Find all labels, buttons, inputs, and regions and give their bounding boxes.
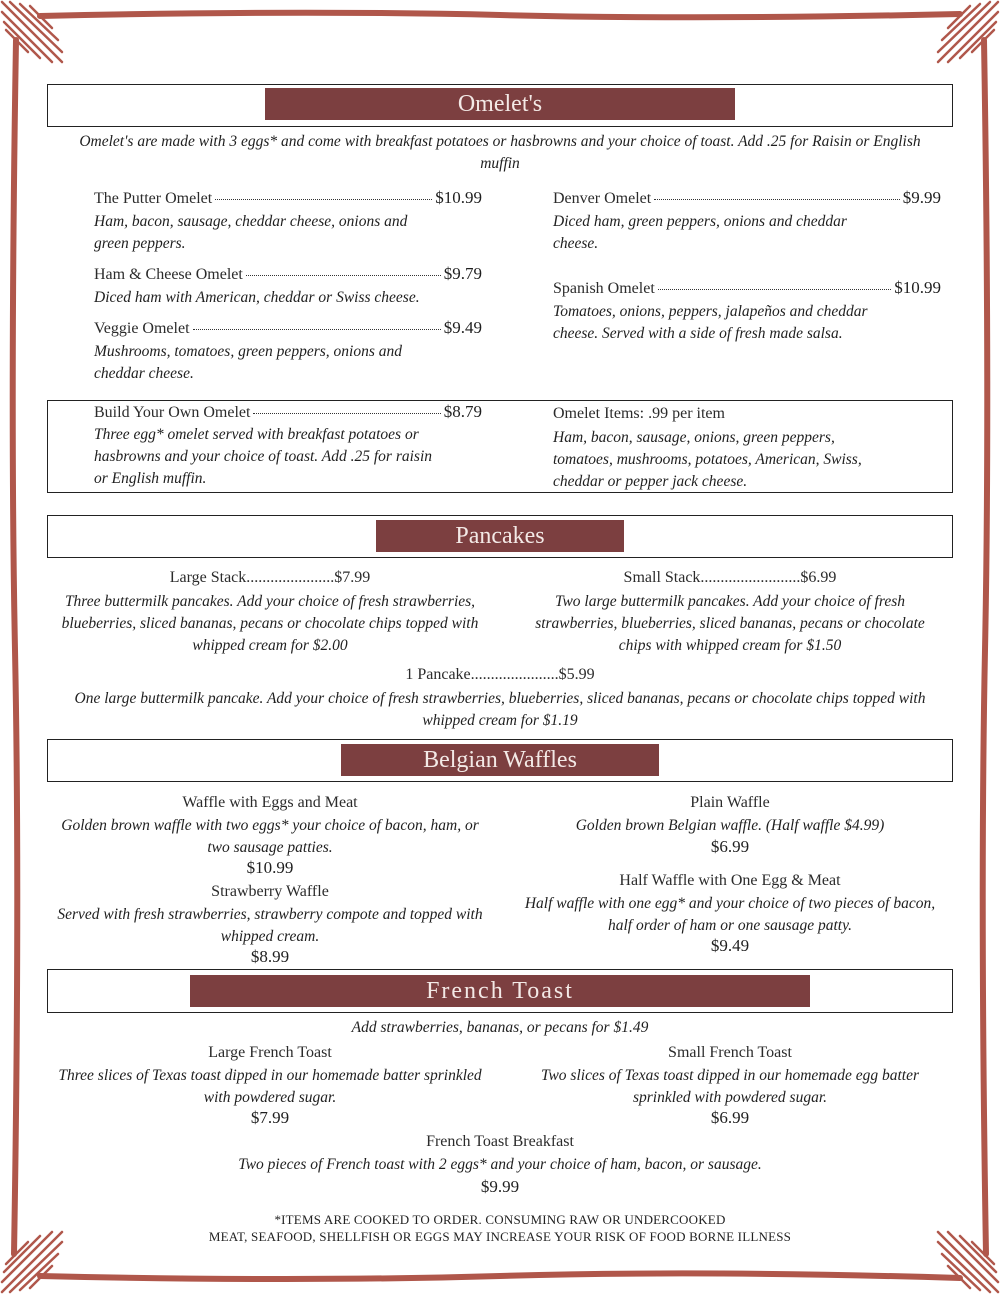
food-safety-notice-line-1: *ITEMS ARE COOKED TO ORDER. CONSUMING RAW OR UNDERCOOKED: [274, 1212, 726, 1227]
item-name: Build Your Own Omelet: [94, 404, 251, 421]
waffle-plain-description: Golden brown Belgian waffle. (Half waffle $4.99): [575, 817, 885, 834]
corner-ornament-top-left: [2, 2, 62, 62]
waffles-banner: [341, 744, 659, 776]
french-toast-large-description: Three slices of Texas toast dipped in our homemade batter sprinkled with powdered sugar.: [58, 1067, 482, 1106]
item-name: Spanish Omelet: [553, 280, 655, 297]
french-toast-intro: Add strawberries, bananas, or pecans for $1.49: [351, 1019, 649, 1036]
pancake-large-stack-description: Three buttermilk pancakes. Add your choice of fresh strawberries, blueberries, sliced bananas, pecans or chocolate chips topped with whipped cream for $2.00: [61, 593, 479, 654]
menu-item-putter-omelet: [94, 188, 482, 208]
waffles-title: Belgian Waffles: [423, 747, 577, 773]
menu-item-ham-cheese-omelet: [94, 264, 482, 284]
waffle-half-price: $9.49: [710, 936, 750, 955]
waffle-half-description: Half waffle with one egg* and your choice of two pieces of bacon, half order of ham or one sausage patty.: [524, 895, 936, 934]
waffle-eggs-meat-description: Golden brown waffle with two eggs* your choice of bacon, ham, or two sausage patties.: [61, 817, 479, 856]
french-toast-banner: [190, 975, 810, 1007]
food-safety-notice-line-2: MEAT, SEAFOOD, SHELLFISH OR EGGS MAY INCREASE YOUR RISK OF FOOD BORNE ILLNESS: [208, 1229, 792, 1244]
waffle-plain-price: $6.99: [710, 837, 750, 856]
french-toast-large-price: $7.99: [250, 1108, 290, 1127]
pancakes-title: Pancakes: [455, 523, 545, 549]
item-price: $8.79: [443, 402, 482, 421]
french-toast-breakfast-description: Two pieces of French toast with 2 eggs* and your choice of ham, bacon, or sausage.: [238, 1156, 762, 1173]
french-toast-small-price: $6.99: [710, 1108, 750, 1127]
item-description: Three egg* omelet served with breakfast potatoes or hasbrowns and your choice of toast. Add .25 for raisin or English muffin.: [94, 426, 432, 487]
omelet-items-description: Ham, bacon, sausage, onions, green peppers, tomatoes, mushrooms, potatoes, American, Swiss, cheddar or pepper jack cheese.: [553, 429, 862, 490]
waffle-strawberry-price: $8.99: [250, 947, 290, 966]
item-name: Ham & Cheese Omelet: [94, 266, 243, 283]
item-name: The Putter Omelet: [94, 190, 213, 207]
waffle-eggs-meat-name: Waffle with Eggs and Meat: [182, 794, 358, 811]
item-description: Diced ham, green peppers, onions and cheddar cheese.: [553, 213, 847, 252]
corner-ornament-bottom-left: [2, 1232, 62, 1292]
pancake-single-heading: 1 Pancake......................$5.99: [405, 666, 595, 683]
item-name: Veggie Omelet: [94, 320, 190, 337]
item-description: Diced ham with American, cheddar or Swiss cheese.: [94, 289, 420, 306]
french-toast-small-name: Small French Toast: [668, 1044, 792, 1061]
omelets-banner: [265, 88, 735, 120]
menu-item-build-your-own-omelet: [94, 402, 482, 422]
omelets-intro: Omelet's are made with 3 eggs* and come with breakfast potatoes or hasbrowns and your choice of toast. Add .25 for Raisin or English muffin: [79, 133, 921, 172]
pancake-large-stack-heading: Large Stack......................$7.99: [169, 569, 371, 586]
item-price: $10.99: [894, 278, 941, 297]
pancake-single-description: One large buttermilk pancake. Add your choice of fresh strawberries, blueberries, sliced bananas, pecans or chocolate chips topped with whipped cream for $1.19: [74, 690, 926, 729]
item-description: Tomatoes, onions, peppers, jalapeños and cheddar cheese. Served with a side of fresh made salsa.: [553, 303, 868, 342]
item-description: Ham, bacon, sausage, cheddar cheese, onions and green peppers.: [94, 213, 408, 252]
menu-item-veggie-omelet: [94, 318, 482, 338]
waffle-strawberry-name: Strawberry Waffle: [211, 883, 329, 900]
corner-ornament-top-right: [938, 2, 998, 62]
item-price: $9.49: [443, 318, 482, 337]
french-toast-small-description: Two slices of Texas toast dipped in our homemade egg batter sprinkled with powdered sugar.: [540, 1067, 919, 1106]
item-price: $9.79: [443, 264, 482, 283]
item-price: $9.99: [902, 188, 941, 207]
omelets-title: Omelet's: [457, 91, 543, 117]
corner-ornament-bottom-right: [938, 1232, 998, 1292]
menu-item-spanish-omelet: [553, 278, 941, 298]
french-toast-breakfast-name: French Toast Breakfast: [426, 1133, 574, 1150]
french-toast-breakfast-price: $9.99: [480, 1177, 520, 1196]
item-price: $10.99: [435, 188, 482, 207]
item-name: Denver Omelet: [553, 190, 652, 207]
waffle-plain-name: Plain Waffle: [690, 794, 770, 811]
pancake-small-stack-heading: Small Stack.........................$6.99: [623, 569, 837, 586]
menu-item-denver-omelet: [553, 188, 941, 208]
waffle-eggs-meat-price: $10.99: [246, 858, 294, 877]
omelet-items-heading: Omelet Items: .99 per item: [553, 405, 725, 422]
item-description: Mushrooms, tomatoes, green peppers, onions and cheddar cheese.: [94, 343, 402, 382]
pancake-small-stack-description: Two large buttermilk pancakes. Add your choice of fresh strawberries, blueberries, sliced bananas, pecans or chocolate chips with whipped cream for $1.50: [535, 593, 925, 654]
waffle-strawberry-description: Served with fresh strawberries, strawberry compote and topped with whipped cream.: [57, 906, 483, 945]
pancakes-banner: [376, 520, 624, 552]
waffle-half-name: Half Waffle with One Egg & Meat: [619, 872, 841, 889]
french-toast-title: French Toast: [426, 978, 574, 1004]
french-toast-large-name: Large French Toast: [208, 1044, 332, 1061]
